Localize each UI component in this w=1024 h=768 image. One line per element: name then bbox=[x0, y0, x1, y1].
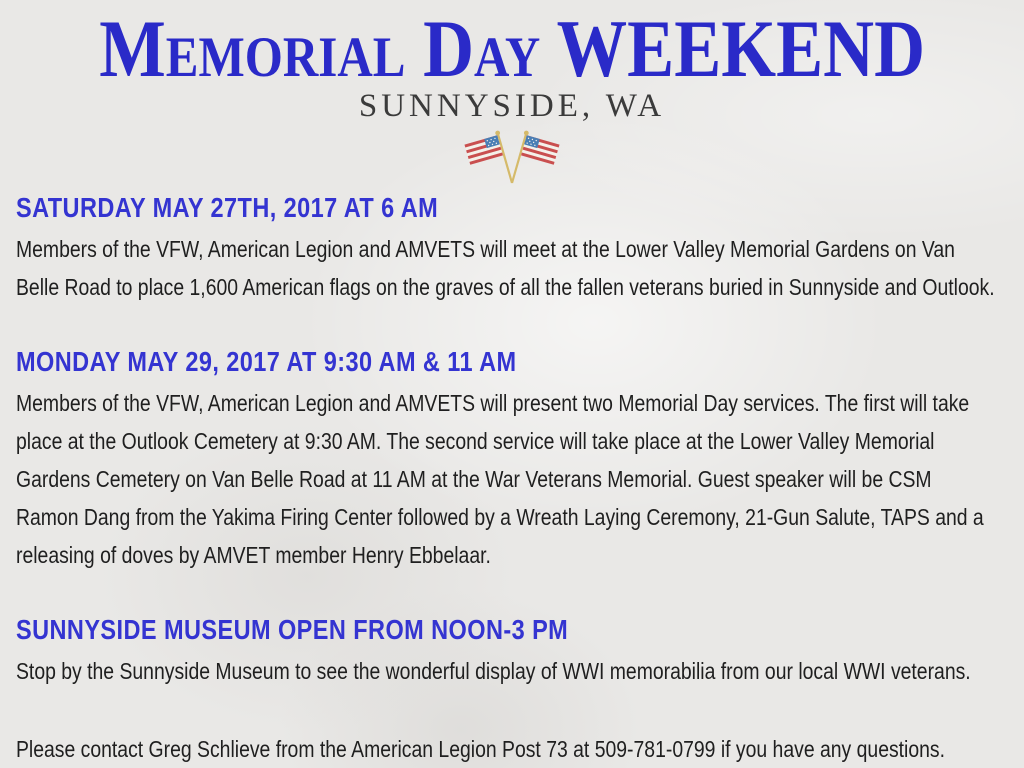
event-description: Members of the VFW, American Legion and AMVETS will present two Memorial Day services. The first will take place at the Outlook Cemetery at 9:30 AM. The second service will take place at the Lower Valley Memorial Gardens Cemetery on Van Belle Road at 11 AM at the War Veterans Memorial. Guest speaker will be CSM Ramon Dang from the Yakima Firing Center followed by a Wreath Laying Ceremony, 21-Gun Salute, TAPS and a releasing of doves by AMVET member Henry Ebbelaar. bbox=[16, 390, 984, 568]
event-section-saturday bbox=[16, 192, 1008, 306]
contact-note: Please contact Greg Schlieve from the American Legion Post 73 at 509-781-0799 if you have any questions. bbox=[16, 736, 946, 762]
crossed-us-flags-icon bbox=[0, 128, 1024, 186]
page-title: Memorial Day WEEKEND bbox=[99, 3, 925, 94]
flyer-content bbox=[0, 192, 1024, 768]
event-heading: SUNNYSIDE MUSEUM OPEN FROM NOON-3 PM bbox=[16, 614, 569, 645]
page-subtitle: SUNNYSIDE, WA bbox=[358, 88, 666, 124]
event-heading: SATURDAY MAY 27TH, 2017 AT 6 AM bbox=[16, 192, 439, 223]
event-description: Members of the VFW, American Legion and AMVETS will meet at the Lower Valley Memorial Gardens on Van Belle Road to place 1,600 American flags on the graves of all the fallen veterans buried in Sunnyside and Outlook. bbox=[16, 236, 995, 300]
event-description: Stop by the Sunnyside Museum to see the wonderful display of WWI memorabilia from our local WWI veterans. bbox=[16, 658, 971, 684]
flyer-header bbox=[0, 0, 1024, 186]
event-section-museum bbox=[16, 614, 1008, 690]
event-heading: MONDAY MAY 29, 2017 AT 9:30 AM & 11 AM bbox=[16, 346, 517, 377]
event-section-monday bbox=[16, 346, 1008, 574]
